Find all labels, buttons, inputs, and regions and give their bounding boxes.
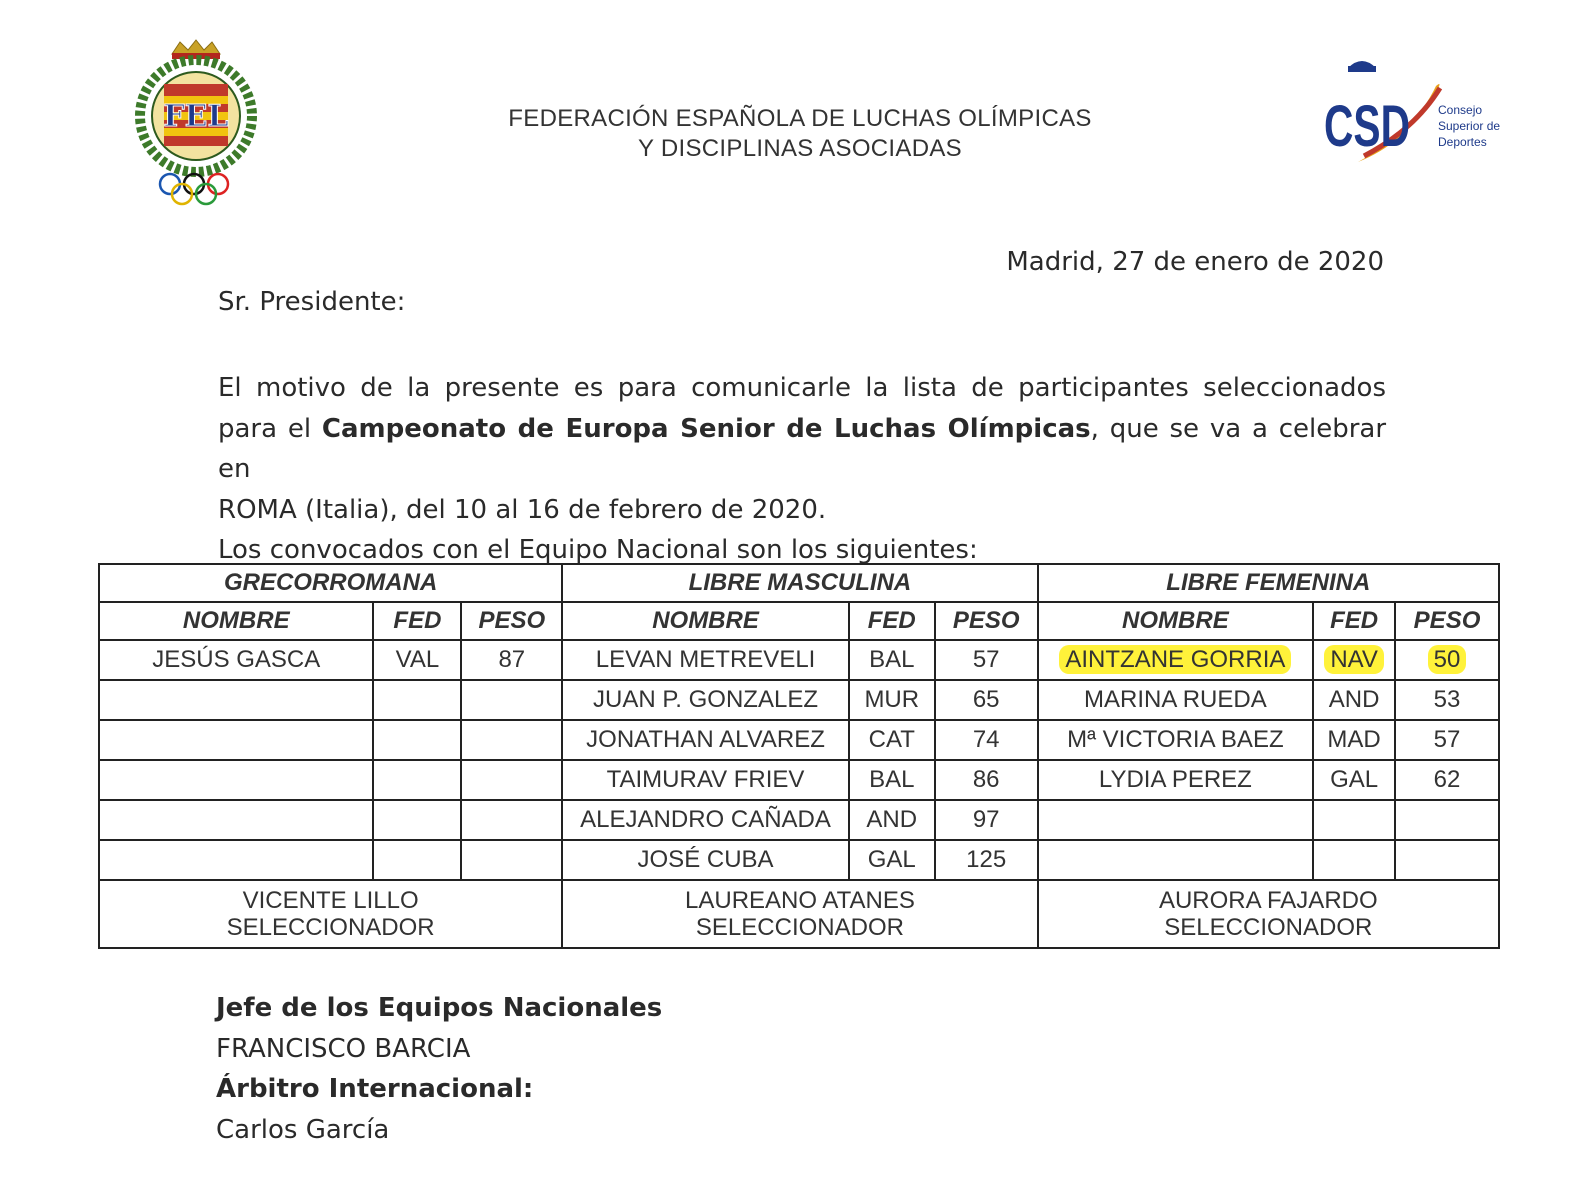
athlete-weight: 86	[935, 760, 1038, 800]
athlete-weight: 57	[935, 640, 1038, 680]
footer-name-2: Carlos García	[216, 1114, 390, 1145]
athlete-weight: 62	[1395, 760, 1499, 800]
group-libre-masculina: LIBRE MASCULINA	[562, 564, 1037, 602]
roster-table	[98, 563, 1500, 949]
athlete-fed: GAL	[849, 840, 935, 880]
highlighted-name: AINTZANE GORRIA	[1059, 645, 1291, 674]
athlete-fed: AND	[1313, 680, 1395, 720]
athlete-name	[1038, 840, 1314, 880]
selector-name: VICENTE LILLO	[242, 887, 419, 914]
column-header-row	[99, 602, 1499, 640]
athlete-weight	[461, 680, 562, 720]
csd-logo	[1318, 52, 1504, 184]
athlete-name: JOSÉ CUBA	[562, 840, 849, 880]
athlete-name	[99, 680, 373, 720]
selector-role: SELECCIONADOR	[695, 914, 904, 941]
header-line-2: Y DISCIPLINAS ASOCIADAS	[638, 135, 962, 162]
col-fed: FED	[1313, 602, 1395, 640]
body-line-2-lead: para el	[218, 413, 322, 444]
selector-name: AURORA FAJARDO	[1158, 887, 1378, 914]
athlete-name-cell	[1038, 640, 1314, 680]
athlete-name: TAIMURAV FRIEV	[562, 760, 849, 800]
csd-name-line-1: Consejo	[1438, 103, 1483, 117]
table-row	[99, 840, 1499, 880]
athlete-weight	[461, 800, 562, 840]
selector-name: LAUREANO ATANES	[685, 887, 915, 914]
athlete-weight	[1395, 800, 1499, 840]
footer-name-1: FRANCISCO BARCIA	[216, 1033, 471, 1064]
col-peso: PESO	[935, 602, 1038, 640]
athlete-name	[99, 720, 373, 760]
csd-name-line-3: Deportes	[1438, 135, 1487, 149]
athlete-fed: GAL	[1313, 760, 1395, 800]
athlete-name: LYDIA PEREZ	[1038, 760, 1314, 800]
col-nombre: NOMBRE	[562, 602, 849, 640]
athlete-fed: BAL	[849, 760, 935, 800]
athlete-weight: 65	[935, 680, 1038, 720]
athlete-name: Mª VICTORIA BAEZ	[1038, 720, 1314, 760]
highlighted-fed: NAV	[1324, 645, 1384, 674]
group-grecorromana: GRECORROMANA	[99, 564, 562, 602]
body-line-4: Los convocados con el Equipo Nacional son los siguientes:	[218, 535, 978, 565]
athlete-name	[1038, 800, 1314, 840]
athlete-fed	[373, 680, 461, 720]
table-row	[99, 680, 1499, 720]
col-nombre: NOMBRE	[1038, 602, 1314, 640]
athlete-name	[99, 840, 373, 880]
athlete-name: JESÚS GASCA	[99, 640, 373, 680]
col-fed: FED	[849, 602, 935, 640]
athlete-fed	[373, 720, 461, 760]
body-line-1: El motivo de la presente es para comunicarle la lista de participantes seleccionados	[218, 373, 1386, 403]
col-peso: PESO	[1395, 602, 1499, 640]
athlete-fed	[1313, 800, 1395, 840]
athlete-weight: 53	[1395, 680, 1499, 720]
selector-grecorromana	[99, 880, 562, 948]
athlete-weight	[461, 840, 562, 880]
header-line-1: FEDERACIÓN ESPAÑOLA DE LUCHAS OLÍMPICAS	[508, 105, 1092, 132]
fel-initials: FEL	[163, 99, 229, 134]
athlete-weight: 97	[935, 800, 1038, 840]
col-fed: FED	[373, 602, 461, 640]
athlete-fed: VAL	[373, 640, 461, 680]
athlete-weight: 74	[935, 720, 1038, 760]
athlete-name	[99, 760, 373, 800]
footer-role-2: Árbitro Internacional:	[216, 1074, 534, 1104]
athlete-fed: CAT	[849, 720, 935, 760]
athlete-weight: 125	[935, 840, 1038, 880]
athlete-weight	[461, 760, 562, 800]
athlete-fed: AND	[849, 800, 935, 840]
athlete-weight: 57	[1395, 720, 1499, 760]
athlete-fed	[373, 840, 461, 880]
table-row	[99, 800, 1499, 840]
athlete-fed	[373, 800, 461, 840]
athlete-fed	[373, 760, 461, 800]
col-nombre: NOMBRE	[99, 602, 373, 640]
highlighted-weight: 50	[1428, 645, 1467, 674]
selector-libre-femenina	[1038, 880, 1499, 948]
athlete-name: JUAN P. GONZALEZ	[562, 680, 849, 720]
footer-role-1: Jefe de los Equipos Nacionales	[216, 993, 663, 1023]
athlete-weight: 87	[461, 640, 562, 680]
athlete-name: LEVAN METREVELI	[562, 640, 849, 680]
table-row	[99, 760, 1499, 800]
federation-header	[440, 104, 1160, 164]
table-row	[99, 720, 1499, 760]
group-libre-femenina: LIBRE FEMENINA	[1038, 564, 1499, 602]
athlete-fed: MAD	[1313, 720, 1395, 760]
selector-role: SELECCIONADOR	[226, 914, 435, 941]
body-line-2-tail: , que se va a celebrar en	[218, 413, 1387, 484]
athlete-name: MARINA RUEDA	[1038, 680, 1314, 720]
selector-row	[99, 880, 1499, 948]
athlete-weight-cell	[1395, 640, 1499, 680]
athlete-weight	[461, 720, 562, 760]
group-header-row	[99, 564, 1499, 602]
athlete-fed: BAL	[849, 640, 935, 680]
athlete-fed	[1313, 840, 1395, 880]
letter-greeting: Sr. Presidente:	[218, 287, 406, 317]
body-line-2	[218, 409, 1386, 490]
championship-name: Campeonato de Europa Senior de Luchas Olímpicas	[321, 413, 1091, 444]
athlete-name: ALEJANDRO CAÑADA	[562, 800, 849, 840]
athlete-name	[99, 800, 373, 840]
athlete-fed: MUR	[849, 680, 935, 720]
selector-role: SELECCIONADOR	[1164, 914, 1373, 941]
athlete-weight	[1395, 840, 1499, 880]
letter-body	[218, 368, 1386, 571]
csd-initials: CSD	[1324, 94, 1410, 159]
body-line-3: ROMA (Italia), del 10 al 16 de febrero de 2020.	[218, 494, 827, 525]
csd-name-line-2: Superior de	[1438, 119, 1501, 133]
athlete-fed-cell	[1313, 640, 1395, 680]
letter-date: Madrid, 27 de enero de 2020	[1006, 247, 1384, 277]
col-peso: PESO	[461, 602, 562, 640]
letter-footer	[216, 988, 662, 1150]
selector-libre-masculina	[562, 880, 1037, 948]
fel-logo	[128, 38, 264, 210]
table-row	[99, 640, 1499, 680]
athlete-name: JONATHAN ALVAREZ	[562, 720, 849, 760]
